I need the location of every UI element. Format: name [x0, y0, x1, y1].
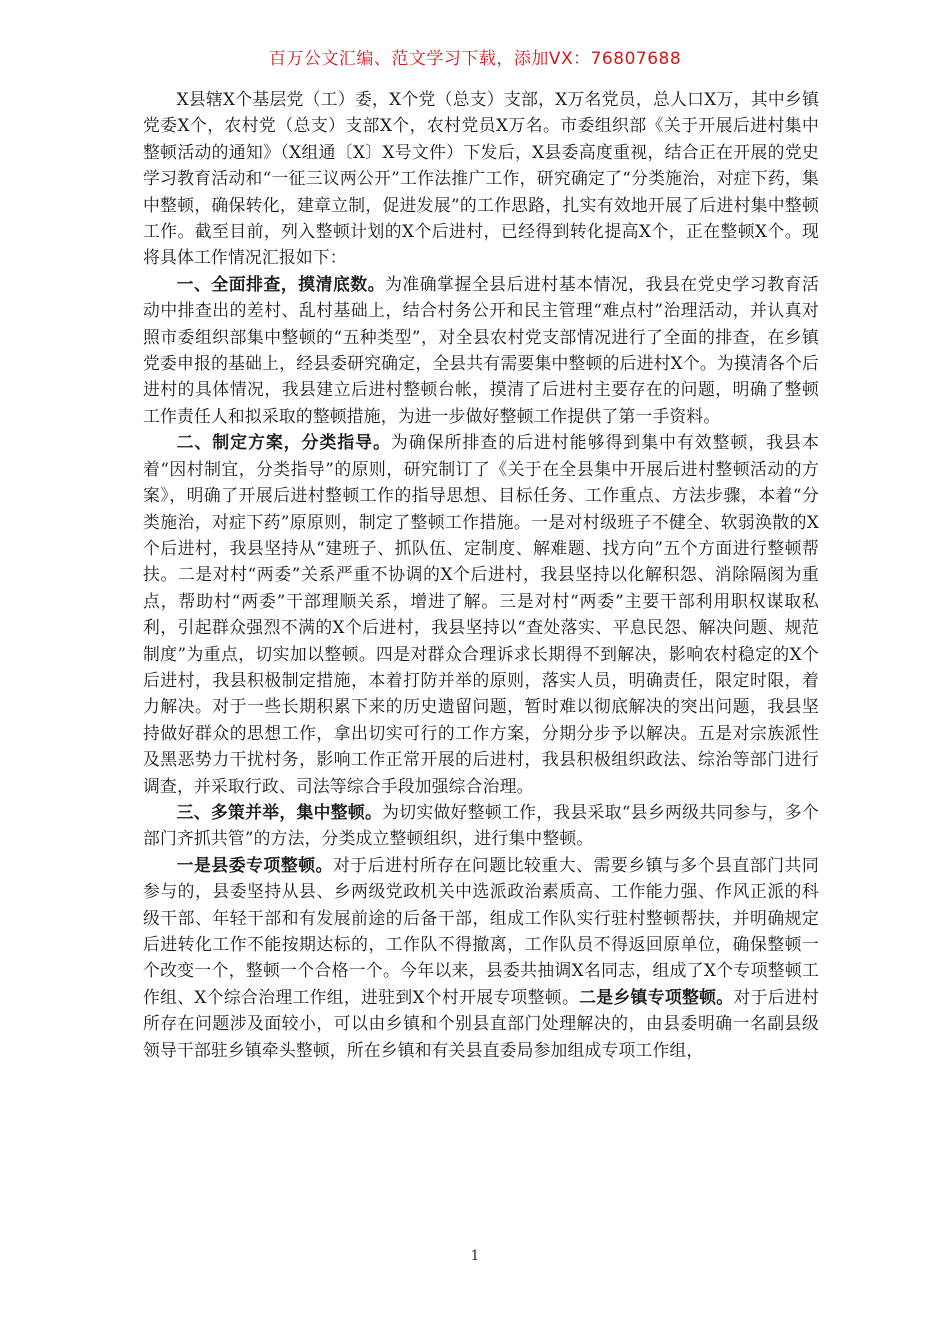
section-3-text: 为切实做好整顿工作，我县采取“县乡两级共同参与，多个部门齐抓共管”的方法，分类成立整顿组织，进行集中整顿。 — [143, 801, 819, 849]
paragraph-subsection-1 — [143, 852, 819, 1063]
subsection-1-heading: 一是县委专项整顿。 — [176, 854, 333, 875]
paragraph-intro: X县辖X个基层党（工）委，X个党（总支）支部，X万名党员，总人口X万，其中乡镇党委X个，农村党（总支）支部X个，农村党员X万名。市委组织部《关于开展后进村集中整顿活动的通知》（X组通〔X〕X号文件）下发后，X县委高度重视，结合正在开展的党史学习教育活动和“一征三议两公开”工作法推广工作，研究确定了“分类施治，对症下药，集中整顿，确保转化，建章立制，促进发展”的工作思路，扎实有效地开展了后进村集中整顿工作。截至目前，列入整顿计划的X个后进村，已经得到转化提高X个，正在整顿X个。现将具体工作情况汇报如下： — [143, 89, 819, 268]
paragraph-section-1 — [143, 271, 819, 429]
paragraph-section-2 — [143, 429, 819, 799]
section-2-heading: 二、制定方案，分类指导。 — [176, 432, 392, 453]
section-1-heading: 一、全面排查，摸清底数。 — [176, 273, 386, 294]
section-3-heading: 三、多策并举，集中整顿。 — [176, 801, 383, 822]
subsection-1-text: 对于后进村所存在问题比较重大、需要乡镇与多个县直部门共同参与的，县委坚持从县、乡两级党政机关中选派政治素质高、工作能力强、作风正派的科级干部、年轻干部和有发展前途的后备干部，组成工作队实行驻村整顿帮扶，并明确规定后进转化工作不能按期达标的，工作队不得撤离，工作队员不得返回原单位，确保整顿一个改变一个，整顿一个合格一个。今年以来，县委共抽调X名同志，组成了X个专项整顿工作组、X个综合治理工作组，进驻到X个村开展专项整顿。 — [143, 854, 819, 1007]
promo-banner: 百万公文汇编、范文学习下载，添加VX：76807688 — [268, 49, 682, 69]
page-number: 1 — [470, 1248, 480, 1264]
section-2-text: 为确保所排查的后进村能够得到集中有效整顿，我县本着“因村制宜，分类指导”的原则，研究制订了《关于在全县集中开展后进村整顿活动的方案》，明确了开展后进村整顿工作的指导思想、目标任务、工作重点、方法步骤，本着“分类施治，对症下药”原原则，制定了整顿工作措施。一是对村级班子不健全、软弱涣散的X个后进村，我县坚持从“建班子、抓队伍、定制度、解难题、找方向”五个方面进行整顿帮扶。二是对村“两委”关系严重不协调的X个后进村，我县坚持以化解积怨、消除隔阂为重点，帮助村“两委”干部理顺关系，增进了解。三是对村“两委”主要干部利用职权谋取私利，引起群众强烈不满的X个后进村，我县坚持以“查处落实、平息民怨、解决问题、规范制度”为重点，切实加以整顿。四是对群众合理诉求长期得不到解决，影响农村稳定的X个后进村，我县积极制定措施，本着打防并举的原则，落实人员，明确责任，限定时限，着力解决。对于一些长期积累下来的历史遗留问题，暂时难以彻底解决的突出问题，我县坚持做好群众的思想工作，拿出切实可行的工作方案，分期分步予以解决。五是对宗族派性及黑恶势力干扰村务，影响工作正常开展的后进村，我县积极组织政法、综治等部门进行调查，并采取行政、司法等综合手段加强综合治理。 — [143, 432, 819, 796]
subsection-2-heading: 二是乡镇专项整顿。 — [579, 986, 734, 1007]
section-1-text: 为准确掌握全县后进村基本情况，我县在党史学习教育活动中排查出的差村、乱村基础上，结合村务公开和民主管理“难点村”治理活动，并认真对照市委组织部集中整顿的“五种类型”，对全县农村党支部情况进行了全面的排查，在乡镇党委申报的基础上，经县委研究确定，全县共有需要集中整顿的后进村X个。为摸清各个后进村的具体情况，我县建立后进村整顿台帐，摸清了后进村主要存在的问题，明确了整顿工作责任人和拟采取的整顿措施，为进一步做好整顿工作提供了第一手资料。 — [143, 273, 819, 426]
subsection-2-text: 对于后进村所存在问题涉及面较小，可以由乡镇和个别县直部门处理解决的，由县委明确一名副县级领导干部驻乡镇牵头整顿，所在乡镇和有关县直委局参加组成专项工作组， — [143, 986, 819, 1060]
paragraph-section-3 — [143, 799, 819, 852]
document-body — [143, 86, 819, 1063]
